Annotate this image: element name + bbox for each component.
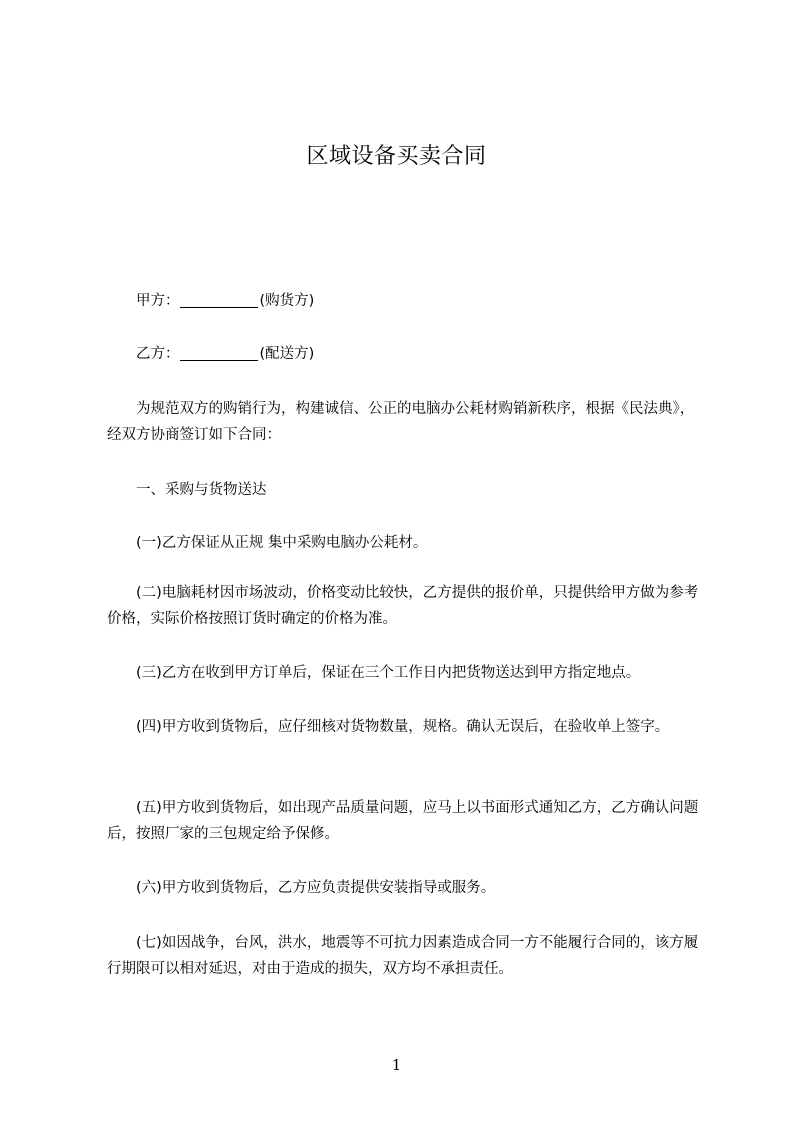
section-1-heading: 一、采购与货物送达 — [136, 482, 267, 498]
clause-4: (四)甲方收到货物后，应仔细核对货物数量，规格。确认无误后，在验收单上签字。 — [136, 719, 670, 735]
party-b-line — [107, 341, 701, 367]
party-b-label: 乙方： — [136, 346, 180, 362]
party-a-role: (购货方) — [259, 293, 315, 309]
document-title: 区域设备买卖合同 — [306, 144, 487, 169]
page-number: 1 — [391, 1056, 402, 1074]
party-b-blank — [180, 345, 258, 361]
clause-3: (三)乙方在收到甲方订单后，保证在三个工作日内把货物送达到甲方指定地点。 — [136, 665, 641, 681]
party-a-blank — [180, 292, 258, 308]
party-a-line — [107, 288, 701, 314]
party-a-label: 甲方： — [136, 293, 180, 309]
clause-7: (七)如因战争，台风，洪水，地震等不可抗力因素造成合同一方不能履行合同的，该方履行期限可以相对延迟，对由于造成的损失，双方均不承担责任。 — [107, 935, 699, 977]
clause-2: (二)电脑耗材因市场波动，价格变动比较快，乙方提供的报价单，只提供给甲方做为参考价格，实际价格按照订货时确定的价格为准。 — [107, 585, 699, 627]
clause-5: (五)甲方收到货物后，如出现产品质量问题，应马上以书面形式通知乙方，乙方确认问题后，按照厂家的三包规定给予保修。 — [107, 800, 699, 842]
clause-6: (六)甲方收到货物后，乙方应负责提供安装指导或服务。 — [136, 880, 496, 896]
party-b-role: (配送方) — [259, 346, 315, 362]
preamble-paragraph: 为规范双方的购销行为，构建诚信、公正的电脑办公耗材购销新秩序，根据《民法典》，经双方协商签订如下合同： — [107, 401, 695, 443]
clause-1: (一)乙方保证从正规 集中采购电脑办公耗材。 — [136, 535, 428, 551]
